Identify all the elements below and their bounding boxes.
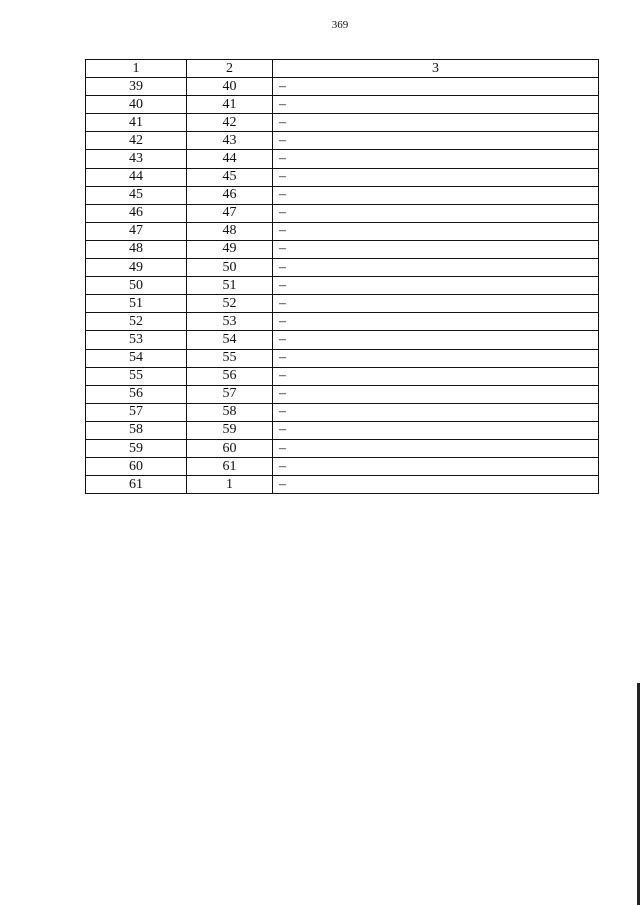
- table-cell-col-3: –: [273, 367, 599, 385]
- table-row: [86, 295, 599, 313]
- table-cell-col-3: –: [273, 132, 599, 150]
- table-cell-col-2: 1: [187, 476, 273, 494]
- table-cell-col-1: 55: [86, 367, 187, 385]
- table-cell-col-3: –: [273, 476, 599, 494]
- table-cell-col-3: –: [273, 78, 599, 96]
- table-row: [86, 132, 599, 150]
- table-row: [86, 458, 599, 476]
- table-cell-col-3: –: [273, 313, 599, 331]
- table-cell-col-3: –: [273, 186, 599, 204]
- table-cell-col-3: –: [273, 403, 599, 421]
- table-cell-col-3: –: [273, 385, 599, 403]
- table-cell-col-1: 60: [86, 458, 187, 476]
- table-row: [86, 367, 599, 385]
- table-cell-col-2: 43: [187, 132, 273, 150]
- column-header-1: 1: [86, 60, 187, 78]
- table-row: [86, 186, 599, 204]
- table-cell-col-2: 60: [187, 439, 273, 457]
- table-cell-col-2: 59: [187, 421, 273, 439]
- table-cell-col-2: 58: [187, 403, 273, 421]
- table-row: [86, 150, 599, 168]
- table-row: [86, 114, 599, 132]
- table-cell-col-1: 51: [86, 295, 187, 313]
- table-cell-col-1: 61: [86, 476, 187, 494]
- table-cell-col-1: 48: [86, 240, 187, 258]
- table-cell-col-2: 47: [187, 204, 273, 222]
- table-cell-col-2: 48: [187, 222, 273, 240]
- table-row: [86, 96, 599, 114]
- table-cell-col-1: 50: [86, 277, 187, 295]
- table-cell-col-2: 54: [187, 331, 273, 349]
- table-row: [86, 349, 599, 367]
- table-row: [86, 222, 599, 240]
- table-row: [86, 439, 599, 457]
- table-cell-col-2: 46: [187, 186, 273, 204]
- table-cell-col-3: –: [273, 240, 599, 258]
- table-cell-col-2: 52: [187, 295, 273, 313]
- table-row: [86, 277, 599, 295]
- table-cell-col-2: 49: [187, 240, 273, 258]
- table-cell-col-2: 61: [187, 458, 273, 476]
- table-cell-col-3: –: [273, 331, 599, 349]
- table-cell-col-1: 40: [86, 96, 187, 114]
- table-cell-col-1: 42: [86, 132, 187, 150]
- table-row: [86, 168, 599, 186]
- table-header-row: [86, 60, 599, 78]
- table-cell-col-1: 57: [86, 403, 187, 421]
- table-cell-col-3: –: [273, 96, 599, 114]
- table-cell-col-3: –: [273, 439, 599, 457]
- table-cell-col-1: 59: [86, 439, 187, 457]
- table-cell-col-3: –: [273, 349, 599, 367]
- table-cell-col-1: 53: [86, 331, 187, 349]
- table-cell-col-3: –: [273, 259, 599, 277]
- table-cell-col-3: –: [273, 458, 599, 476]
- table-row: [86, 403, 599, 421]
- table-row: [86, 259, 599, 277]
- table-cell-col-2: 41: [187, 96, 273, 114]
- table-cell-col-1: 58: [86, 421, 187, 439]
- table-cell-col-1: 46: [86, 204, 187, 222]
- table-cell-col-2: 42: [187, 114, 273, 132]
- table-row: [86, 240, 599, 258]
- column-header-2: 2: [187, 60, 273, 78]
- table-cell-col-1: 52: [86, 313, 187, 331]
- table-cell-col-1: 45: [86, 186, 187, 204]
- table-row: [86, 385, 599, 403]
- table-cell-col-2: 51: [187, 277, 273, 295]
- table-cell-col-1: 54: [86, 349, 187, 367]
- table-cell-col-2: 44: [187, 150, 273, 168]
- table-cell-col-3: –: [273, 222, 599, 240]
- table-cell-col-2: 45: [187, 168, 273, 186]
- table-cell-col-2: 53: [187, 313, 273, 331]
- table-cell-col-3: –: [273, 204, 599, 222]
- table-cell-col-2: 56: [187, 367, 273, 385]
- table-cell-col-3: –: [273, 114, 599, 132]
- data-table: [85, 59, 599, 494]
- table-cell-col-1: 49: [86, 259, 187, 277]
- table-row: [86, 421, 599, 439]
- table-cell-col-1: 44: [86, 168, 187, 186]
- table-row: [86, 476, 599, 494]
- table-cell-col-1: 43: [86, 150, 187, 168]
- table-cell-col-1: 41: [86, 114, 187, 132]
- table-cell-col-1: 47: [86, 222, 187, 240]
- column-header-3: 3: [273, 60, 599, 78]
- table-row: [86, 78, 599, 96]
- table-row: [86, 204, 599, 222]
- table-cell-col-3: –: [273, 168, 599, 186]
- table-cell-col-3: –: [273, 295, 599, 313]
- table-cell-col-3: –: [273, 150, 599, 168]
- table-cell-col-1: 56: [86, 385, 187, 403]
- table-cell-col-2: 50: [187, 259, 273, 277]
- table-cell-col-1: 39: [86, 78, 187, 96]
- page-number: 369: [331, 19, 349, 31]
- table-cell-col-2: 55: [187, 349, 273, 367]
- table-row: [86, 313, 599, 331]
- table-cell-col-2: 57: [187, 385, 273, 403]
- table-cell-col-3: –: [273, 277, 599, 295]
- table-cell-col-3: –: [273, 421, 599, 439]
- table-cell-col-2: 40: [187, 78, 273, 96]
- table-row: [86, 331, 599, 349]
